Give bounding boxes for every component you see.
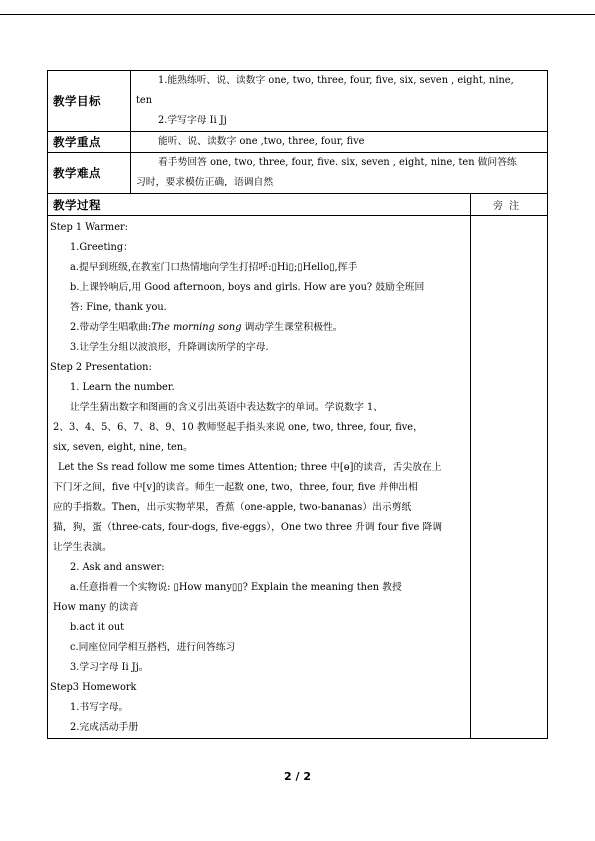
difficulties-label: 教学难点 — [48, 153, 131, 194]
page-number: 2 / 2 — [284, 770, 311, 783]
key-points-content: 能听、说、读数字 one ,two, three, four, five — [131, 132, 548, 153]
song-title: The morning song — [151, 322, 242, 333]
process-line: six, seven, eight, nine, ten。 — [53, 442, 193, 453]
objectives-line-1b: ten — [136, 95, 153, 106]
process-line-song — [48, 318, 470, 338]
process-line: 3.学习字母 Ii Jj。 — [70, 662, 149, 673]
process-line: c.同座位同学相互搭档，进行问答练习 — [70, 642, 236, 653]
process-line: 应的手指数。Then，出示实物苹果，香蕉（one-apple, two-bananas）出示剪纸 — [53, 502, 412, 513]
process-line: 让学生猜出数字和图画的含义引出英语中表达数字的单词。学说数字 1、 — [70, 402, 384, 413]
process-line: Step3 Homework — [50, 682, 137, 693]
process-line: 2、3、4、5、6、7、8、9、10 教师竖起手指头来说 one, two, three, four, five， — [53, 422, 423, 433]
key-points-label: 教学重点 — [48, 132, 131, 153]
objectives-row — [48, 71, 548, 132]
process-line: b.act it out — [70, 622, 125, 633]
process-line: 3.让学生分组以波浪形，升降调读所学的字母. — [70, 342, 269, 353]
difficulties-line-2: 习时，要求模仿正确，语调自然 — [136, 177, 274, 188]
objectives-line-1: 1.能熟练听、说、读数字 one, two, three, four, five, six, seven , eight, nine, — [158, 75, 514, 86]
process-line: How many 的读音 — [53, 602, 139, 613]
process-header-row — [48, 194, 548, 216]
process-label: 教学过程 — [48, 194, 471, 216]
header-rule — [0, 14, 595, 15]
process-body-row — [48, 216, 548, 739]
process-line: b.上课铃响后,用 Good afternoon, boys and girls. How are you? 鼓励全班回 — [70, 282, 425, 293]
objectives-label: 教学目标 — [48, 71, 131, 132]
process-line: Step 1 Warmer: — [50, 222, 128, 233]
notes-label: 旁注 — [471, 194, 548, 216]
process-line: 答: Fine, thank you. — [70, 302, 167, 313]
process-line: a.提早到班级,在教室门口热情地向学生打招呼:▯Hi▯;▯Hello▯,挥手 — [70, 262, 358, 273]
process-line: 1.书写字母。 — [70, 702, 129, 713]
process-line: 让学生表演。 — [53, 542, 112, 553]
process-content — [48, 216, 471, 739]
key-points-row — [48, 132, 548, 153]
notes-column — [471, 216, 548, 739]
process-line: 2. Ask and answer: — [70, 562, 165, 573]
song-purpose: 调动学生课堂积极性。 — [241, 322, 343, 333]
song-intro: 2.带动学生唱歌曲: — [70, 322, 152, 333]
process-line: Step 2 Presentation: — [50, 362, 152, 373]
process-line: Let the Ss read follow me some times Attention; three 中[ө]的读音，舌尖放在上 — [58, 462, 442, 473]
process-line: 1. Learn the number. — [70, 382, 175, 393]
objectives-content — [131, 71, 548, 132]
objectives-line-2: 2.学写字母 Ii Jj — [158, 115, 227, 126]
lesson-plan-table — [47, 70, 548, 739]
process-line: a.任意指着一个实物说: ▯How many▯▯? Explain the meaning then 教授 — [70, 582, 402, 593]
process-line: 1.Greeting： — [70, 242, 133, 253]
process-line: 下门牙之间，five 中[v]的读音。师生一起数 one, two，three, four, five 并伸出相 — [53, 482, 418, 493]
difficulties-content — [131, 153, 548, 194]
difficulties-line-1: 看手势回答 one, two, three, four, five. six, seven , eight, nine, ten 做问答练 — [158, 157, 517, 168]
difficulties-row — [48, 153, 548, 194]
process-line: 2.完成活动手册 — [70, 722, 139, 733]
process-line: 猫，狗，蛋（three-cats, four-dogs, five-eggs），One two three 升调 four five 降调 — [53, 522, 443, 533]
